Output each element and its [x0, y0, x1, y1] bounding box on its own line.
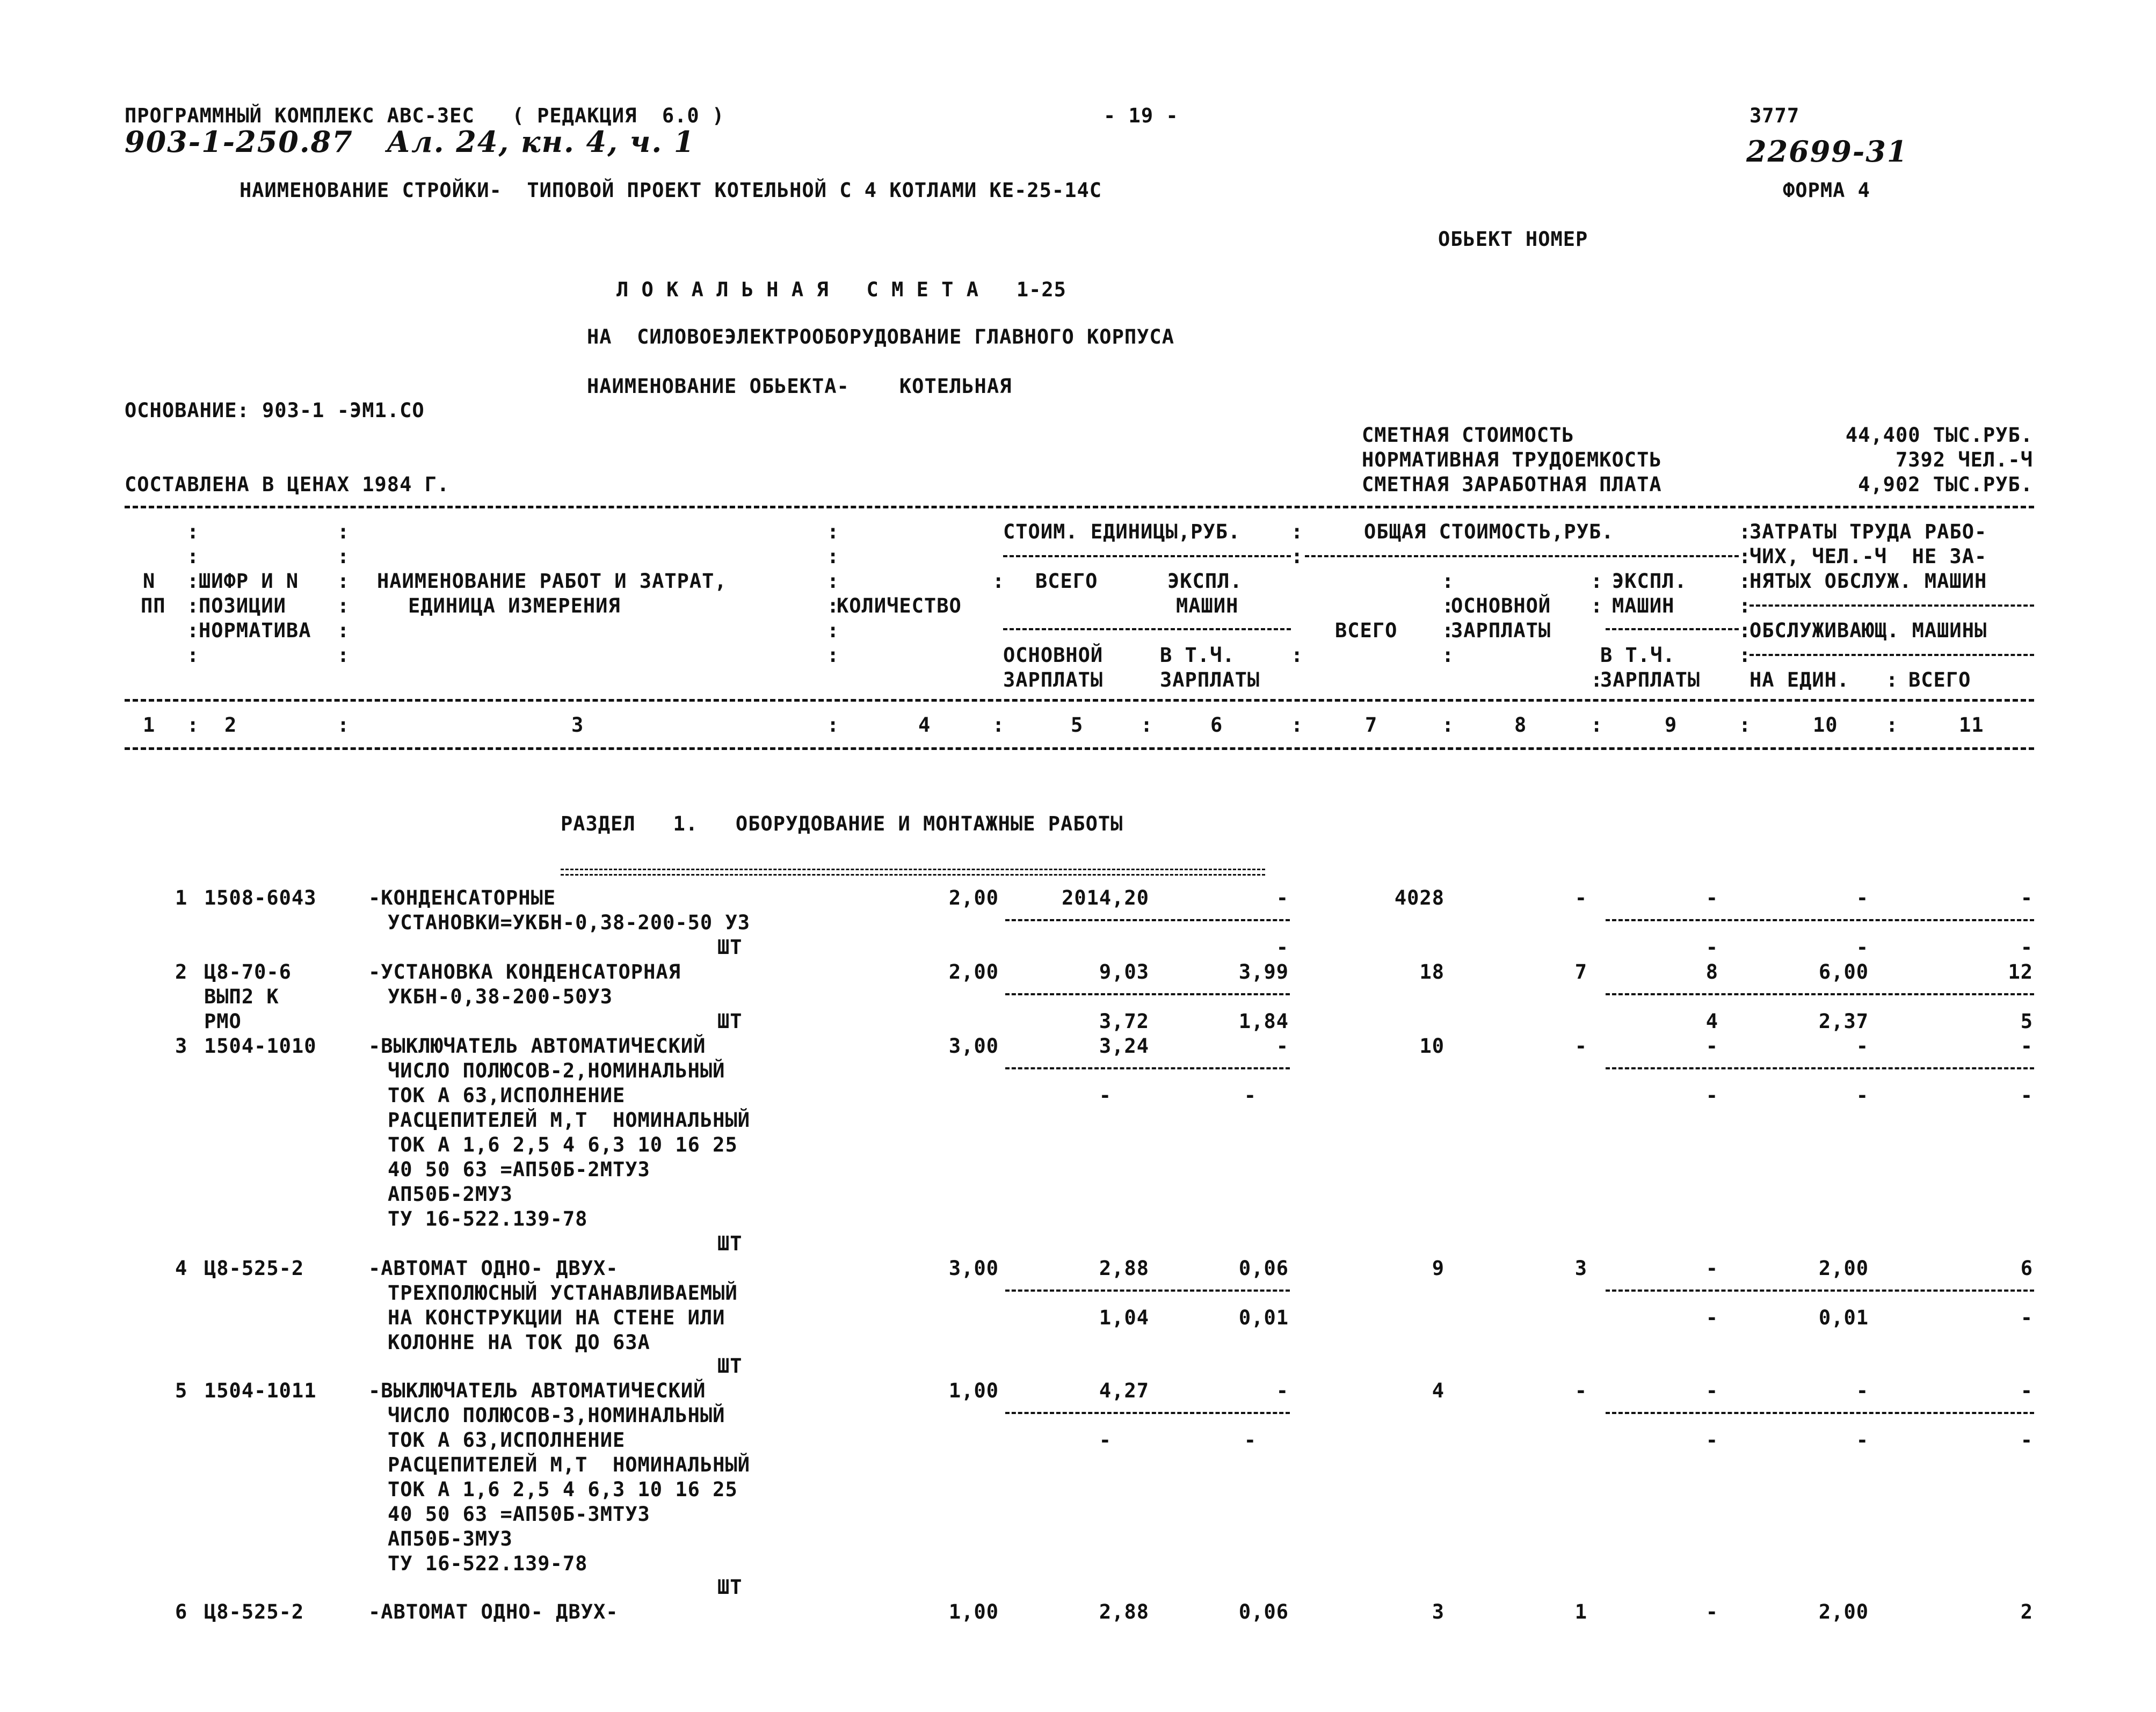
col-number: 5: [1071, 713, 1084, 737]
row-labor-unit: -: [1856, 1035, 1869, 1058]
row-labor-unit: 2,00: [1818, 1600, 1869, 1623]
row-unit-machines-wages: -: [1276, 936, 1289, 959]
col-header-6-wages: ЗАРПЛАТЫ: [1160, 668, 1260, 691]
col-header-total-cost: ОБЩАЯ СТОИМОСТЬ,РУБ.: [1364, 520, 1614, 543]
row-unit-machines: 3,99: [1238, 960, 1289, 984]
row-description: АП50Б-2МУ3: [388, 1183, 513, 1206]
col-number: 10: [1813, 713, 1838, 737]
row-quantity: 1,00: [948, 1379, 999, 1402]
row-unit-machines-wages: 0,01: [1238, 1306, 1289, 1329]
row-subrule: [1005, 919, 1290, 921]
row-subrule: [1005, 1412, 1290, 1414]
row-labor-unit-2: 2,37: [1818, 1010, 1869, 1033]
row-total: 4: [1432, 1379, 1444, 1402]
estimate-title: Л О К А Л Ь Н А Я С М Е Т А 1-25: [616, 278, 1066, 301]
row-unit-total: 4,27: [1099, 1379, 1149, 1402]
col-number: 9: [1665, 713, 1678, 737]
project-name: НАИМЕНОВАНИЕ СТРОЙКИ- ТИПОВОЙ ПРОЕКТ КОТЕЛЬНОЙ С 4 КОТЛАМИ КЕ-25-14С: [239, 179, 1102, 202]
row-machines: -: [1705, 886, 1718, 909]
row-unit-machines: -: [1276, 1035, 1289, 1058]
document-code: 3777: [1750, 104, 1800, 127]
col-header-code-1: ШИФР И N: [199, 570, 299, 593]
section-title: РАЗДЕЛ 1. ОБОРУДОВАНИЕ И МОНТАЖНЫЕ РАБОТЫ: [561, 812, 1123, 835]
table-column-numbers-rule: [125, 747, 2034, 750]
col-header-code-3: НОРМАТИВА: [199, 619, 311, 642]
row-labor-total-2: -: [2020, 1429, 2033, 1452]
row-machines: -: [1705, 1379, 1718, 1402]
row-subrule: [1005, 1290, 1290, 1292]
row-code: 1504-1011: [204, 1379, 317, 1402]
summary-value-labor: 7392 ЧЕЛ.-Ч: [1895, 448, 2033, 471]
section-double-rule-bottom: [561, 874, 1265, 876]
form-number: ФОРМА 4: [1783, 179, 1870, 202]
col-number: 4: [918, 713, 931, 737]
col-header-9-machines: ЭКСПЛ.: [1612, 570, 1687, 593]
row-machines-wages: -: [1705, 1429, 1718, 1452]
row-total: 18: [1419, 960, 1444, 984]
row-total: 10: [1419, 1035, 1444, 1058]
col-header-9-wages: ЗАРПЛАТЫ: [1600, 668, 1701, 691]
row-labor-total: 12: [2008, 960, 2033, 984]
col-header-9-machines-2: МАШИН: [1612, 594, 1675, 617]
col-header-7-total: ВСЕГО: [1335, 619, 1398, 642]
row-quantity: 2,00: [948, 960, 999, 984]
row-labor-total: 2: [2020, 1600, 2033, 1623]
row-wages: 1: [1574, 1600, 1587, 1623]
row-description: УСТАНОВКИ=УКБН-0,38-200-50 У3: [388, 911, 751, 934]
row-description: -АВТОМАТ ОДНО- ДВУХ-: [368, 1600, 619, 1623]
row-labor-total-2: -: [2020, 936, 2033, 959]
row-quantity: 3,00: [948, 1035, 999, 1058]
unit-cost-rule: [1003, 555, 1291, 557]
row-description: ТОК А 1,6 2,5 4 6,3 10 16 25: [388, 1478, 738, 1501]
row-machines-wages: -: [1705, 1306, 1718, 1329]
row-unit: ШТ: [717, 936, 743, 959]
col-header-11-total: ВСЕГО: [1908, 668, 1971, 691]
summary-value-cost: 44,400 ТЫС.РУБ.: [1845, 424, 2033, 447]
row-subrule: [1606, 1290, 2034, 1292]
object-number-label: ОБЬЕКТ НОМЕР: [1438, 228, 1588, 251]
row-description: -ВЫКЛЮЧАТЕЛЬ АВТОМАТИЧЕСКИЙ: [368, 1035, 706, 1058]
col-number: 6: [1210, 713, 1223, 737]
col-header-8-wages-2: ЗАРПЛАТЫ: [1451, 619, 1551, 642]
row-wages: -: [1574, 1379, 1587, 1402]
col-header-labor-4: ОБСЛУЖИВАЮЩ. МАШИНЫ: [1750, 619, 1987, 642]
row-description: НА КОНСТРУКЦИИ НА СТЕНЕ ИЛИ: [388, 1306, 725, 1329]
row-quantity: 1,00: [948, 1600, 999, 1623]
row-code: РМО: [204, 1010, 242, 1033]
row-subrule: [1606, 993, 2034, 995]
row-unit-wages: -: [1099, 1429, 1112, 1452]
row-total: 3: [1432, 1600, 1444, 1623]
row-machines: -: [1705, 1600, 1718, 1623]
row-code: 1508-6043: [204, 886, 317, 909]
row-machines: -: [1705, 1257, 1718, 1280]
row-labor-total: -: [2020, 1379, 2033, 1402]
col-number: 2: [224, 713, 237, 737]
unit-cost-rule-2: [1003, 628, 1291, 630]
row-machines: -: [1705, 1035, 1718, 1058]
summary-value-wages: 4,902 ТЫС.РУБ.: [1858, 473, 2033, 496]
row-labor-total: -: [2020, 886, 2033, 909]
row-subrule: [1606, 919, 2034, 921]
row-number: 2: [175, 960, 188, 984]
row-subrule: [1606, 1412, 2034, 1414]
col-header-5-wages: ОСНОВНОЙ: [1003, 644, 1104, 667]
col-header-labor-3: НЯТЫХ ОБСЛУЖ. МАШИН: [1750, 570, 1987, 593]
col-number: 3: [571, 713, 584, 737]
row-description: ТОК А 1,6 2,5 4 6,3 10 16 25: [388, 1133, 738, 1156]
row-unit: ШТ: [717, 1010, 743, 1033]
row-unit: ШТ: [717, 1354, 743, 1378]
row-description: АП50Б-3МУ3: [388, 1527, 513, 1550]
col-number: 11: [1959, 713, 1984, 737]
col-header-description-1: НАИМЕНОВАНИЕ РАБОТ И ЗАТРАТ,: [377, 570, 727, 593]
row-description: ТУ 16-522.139-78: [388, 1207, 588, 1230]
row-labor-unit-2: 0,01: [1818, 1306, 1869, 1329]
col-header-description-2: ЕДИНИЦА ИЗМЕРЕНИЯ: [408, 594, 621, 617]
row-unit-machines-wages: -: [1244, 1084, 1257, 1107]
row-number: 6: [175, 1600, 188, 1623]
row-labor-unit: 6,00: [1818, 960, 1869, 984]
row-labor-total: 6: [2020, 1257, 2033, 1280]
row-machines-wages: -: [1705, 1084, 1718, 1107]
col-header-5-total: ВСЕГО: [1035, 570, 1098, 593]
row-unit-machines: -: [1276, 1379, 1289, 1402]
total-cost-rule: [1305, 555, 1739, 557]
row-description: -УСТАНОВКА КОНДЕНСАТОРНАЯ: [368, 960, 681, 984]
row-unit-wages: -: [1099, 1084, 1112, 1107]
row-labor-unit-2: -: [1856, 1084, 1869, 1107]
row-description: ЧИСЛО ПОЛЮСОВ-2,НОМИНАЛЬНЫЙ: [388, 1059, 725, 1082]
row-labor-unit-2: -: [1856, 1429, 1869, 1452]
row-labor-unit: -: [1856, 886, 1869, 909]
col-number: 7: [1365, 713, 1378, 737]
row-description: -ВЫКЛЮЧАТЕЛЬ АВТОМАТИЧЕСКИЙ: [368, 1379, 706, 1402]
row-code: Ц8-70-6: [204, 960, 292, 984]
row-labor-total: -: [2020, 1035, 2033, 1058]
col-header-10-per-unit: НА ЕДИН.: [1750, 668, 1850, 691]
row-subrule: [1606, 1067, 2034, 1069]
col-header-pp: ПП: [141, 594, 166, 617]
row-subrule: [1005, 993, 1290, 995]
col-header-6-machines-2: МАШИН: [1176, 594, 1239, 617]
col-header-5-wages-2: ЗАРПЛАТЫ: [1003, 668, 1104, 691]
section-double-rule-top: [561, 869, 1265, 870]
row-number: 5: [175, 1379, 188, 1402]
row-description: ТОК А 63,ИСПОЛНЕНИЕ: [388, 1084, 626, 1107]
row-unit-machines: 0,06: [1238, 1257, 1289, 1280]
handwritten-reference-left: 903-1-250.87 Ал. 24, кн. 4, ч. 1: [125, 125, 695, 159]
table-header-rule: [125, 699, 2034, 702]
row-unit-wages: 1,04: [1099, 1306, 1149, 1329]
row-number: 4: [175, 1257, 188, 1280]
handwritten-reference-right: 22699-31: [1746, 134, 1908, 169]
row-labor-unit: 2,00: [1818, 1257, 1869, 1280]
row-code: Ц8-525-2: [204, 1257, 304, 1280]
row-description: -КОНДЕНСАТОРНЫЕ: [368, 886, 556, 909]
row-unit-wages: 3,72: [1099, 1010, 1149, 1033]
row-wages: 3: [1574, 1257, 1587, 1280]
col-header-9-incl: В Т.Ч.: [1600, 644, 1675, 667]
summary-label-cost: СМЕТНАЯ СТОИМОСТЬ: [1362, 424, 1574, 447]
col-header-unit-cost: СТОИМ. ЕДИНИЦЫ,РУБ.: [1003, 520, 1241, 543]
col-header-6-machines: ЭКСПЛ.: [1167, 570, 1243, 593]
row-labor-unit-2: -: [1856, 936, 1869, 959]
row-unit-machines-wages: 1,84: [1238, 1010, 1289, 1033]
row-description: РАСЦЕПИТЕЛЕЙ М,Т НОМИНАЛЬНЫЙ: [388, 1109, 751, 1132]
row-machines-wages: 4: [1705, 1010, 1718, 1033]
col-header-code-2: ПОЗИЦИИ: [199, 594, 286, 617]
col-number: 1: [143, 713, 156, 737]
col-header-quantity: КОЛИЧЕСТВО: [837, 594, 962, 617]
summary-label-labor: НОРМАТИВНАЯ ТРУДОЕМКОСТЬ: [1362, 448, 1662, 471]
summary-label-wages: СМЕТНАЯ ЗАРАБОТНАЯ ПЛАТА: [1362, 473, 1662, 496]
row-subrule: [1005, 1067, 1290, 1069]
labor-rule-2: [1750, 654, 2034, 656]
row-labor-total-2: -: [2020, 1306, 2033, 1329]
row-description: ЧИСЛО ПОЛЮСОВ-3,НОМИНАЛЬНЫЙ: [388, 1404, 725, 1427]
total-cost-rule-2: [1606, 628, 1739, 630]
row-unit-machines-wages: -: [1244, 1429, 1257, 1452]
basis-line: ОСНОВАНИЕ: 903-1 -ЭМ1.СО: [125, 399, 425, 422]
row-description: УКБН-0,38-200-50У3: [388, 985, 613, 1008]
estimate-subtitle: НА СИЛОВОЕЭЛЕКТРООБОРУДОВАНИЕ ГЛАВНОГО КОРПУСА: [587, 325, 1174, 348]
row-unit-total: 2,88: [1099, 1600, 1149, 1623]
labor-rule: [1750, 604, 2034, 607]
row-quantity: 3,00: [948, 1257, 999, 1280]
row-unit: ШТ: [717, 1232, 743, 1255]
row-wages: 7: [1574, 960, 1587, 984]
prices-line: СОСТАВЛЕНА В ЦЕНАХ 1984 Г.: [125, 473, 450, 496]
col-header-8-wages: ОСНОВНОЙ: [1451, 594, 1551, 617]
row-labor-total-2: 5: [2020, 1010, 2033, 1033]
col-header-6-incl: В Т.Ч.: [1160, 644, 1235, 667]
row-code: Ц8-525-2: [204, 1600, 304, 1623]
row-unit-total: 2014,20: [1062, 886, 1149, 909]
table-top-rule: [125, 506, 2034, 508]
row-wages: -: [1574, 886, 1587, 909]
row-description: 40 50 63 =АП50Б-2МТУ3: [388, 1158, 650, 1181]
row-quantity: 2,00: [948, 886, 999, 909]
col-header-n: N: [143, 570, 156, 593]
row-number: 3: [175, 1035, 188, 1058]
row-description: ТОК А 63,ИСПОЛНЕНИЕ: [388, 1429, 626, 1452]
row-machines: 8: [1705, 960, 1718, 984]
row-code: 1504-1010: [204, 1035, 317, 1058]
row-description: 40 50 63 =АП50Б-3МТУ3: [388, 1503, 650, 1526]
row-unit-machines: 0,06: [1238, 1600, 1289, 1623]
row-labor-unit: -: [1856, 1379, 1869, 1402]
col-number: 8: [1514, 713, 1527, 737]
row-description: РАСЦЕПИТЕЛЕЙ М,Т НОМИНАЛЬНЫЙ: [388, 1453, 751, 1476]
row-total: 9: [1432, 1257, 1444, 1280]
page-number: - 19 -: [1104, 104, 1179, 127]
col-header-labor-2: ЧИХ, ЧЕЛ.-Ч НЕ ЗА-: [1750, 545, 1987, 568]
row-description: КОЛОННЕ НА ТОК ДО 63А: [388, 1331, 650, 1354]
row-unit: ШТ: [717, 1576, 743, 1599]
row-number: 1: [175, 886, 188, 909]
row-unit-machines: -: [1276, 886, 1289, 909]
row-description: -АВТОМАТ ОДНО- ДВУХ-: [368, 1257, 619, 1280]
row-unit-total: 3,24: [1099, 1035, 1149, 1058]
row-total: 4028: [1394, 886, 1444, 909]
object-name: НАИМЕНОВАНИЕ ОБЬЕКТА- КОТЕЛЬНАЯ: [587, 375, 1012, 398]
col-header-labor-1: ЗАТРАТЫ ТРУДА РАБО-: [1750, 520, 1987, 543]
row-unit-total: 9,03: [1099, 960, 1149, 984]
row-description: ТРЕХПОЛЮСНЫЙ УСТАНАВЛИВАЕМЫЙ: [388, 1281, 738, 1305]
row-wages: -: [1574, 1035, 1587, 1058]
row-machines-wages: -: [1705, 936, 1718, 959]
row-description: ТУ 16-522.139-78: [388, 1552, 588, 1575]
row-code: ВЫП2 К: [204, 985, 279, 1008]
program-name: ПРОГРАММНЫЙ КОМПЛЕКС АВС-3ЕС ( РЕДАКЦИЯ 6.0 ): [125, 104, 725, 127]
row-unit-total: 2,88: [1099, 1257, 1149, 1280]
row-labor-total-2: -: [2020, 1084, 2033, 1107]
